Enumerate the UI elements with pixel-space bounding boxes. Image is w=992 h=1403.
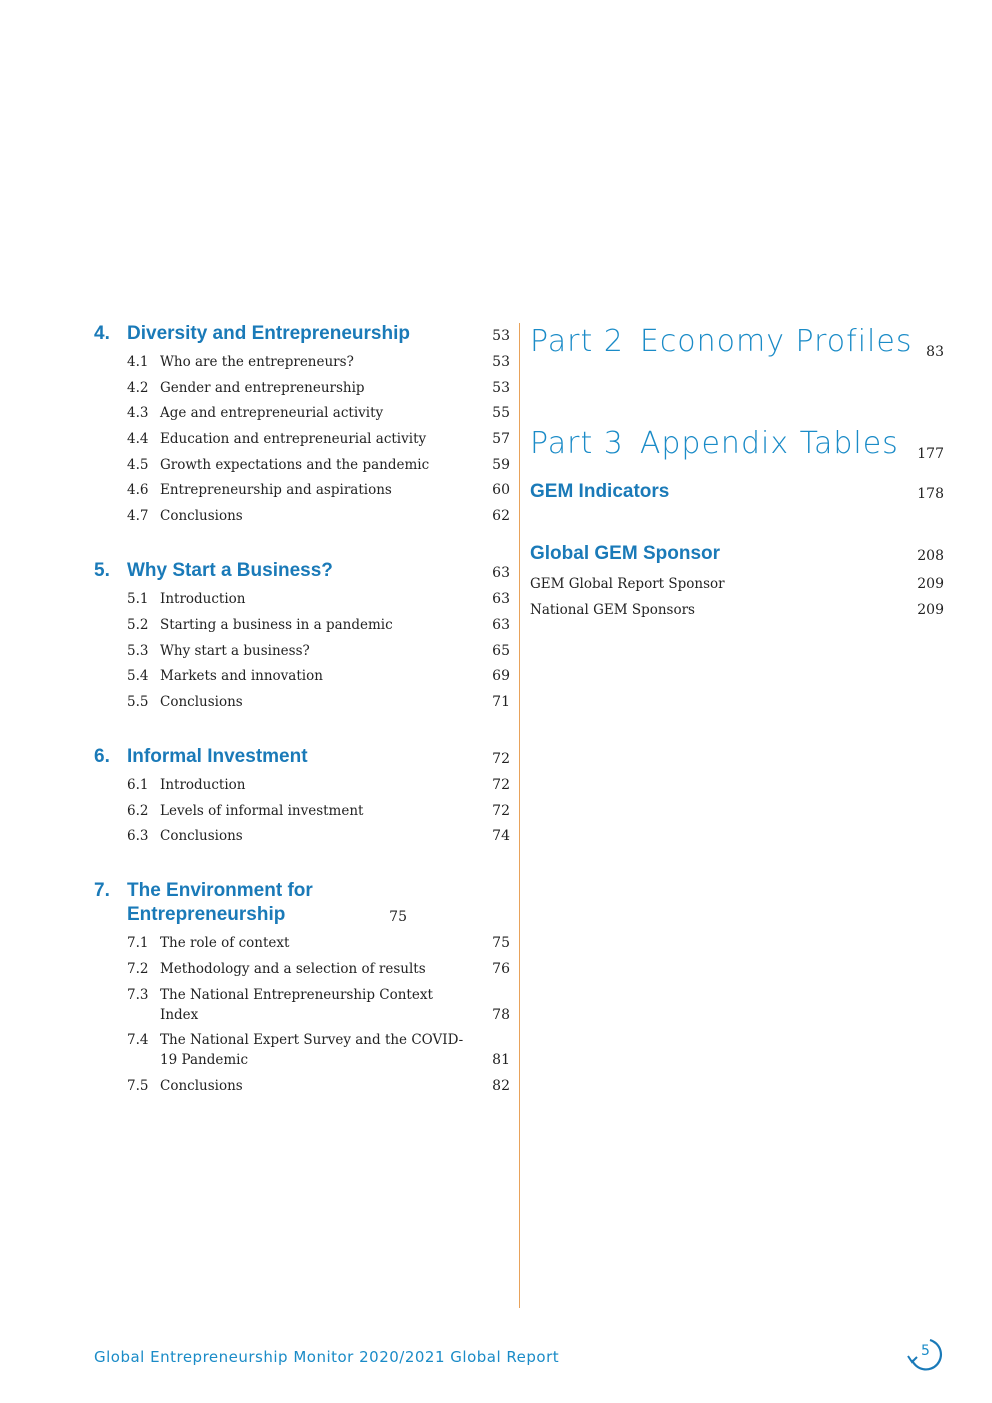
chapter-title: Diversity and Entrepreneurship <box>127 323 410 344</box>
section-title: Methodology and a selection of results <box>160 960 426 977</box>
section-title: Conclusions <box>160 693 243 710</box>
section-number: 4.5 <box>127 456 149 473</box>
chapter-7[interactable] <box>94 879 510 1096</box>
section-title: The role of context <box>160 935 290 952</box>
chapter-6[interactable] <box>94 745 510 846</box>
chapter-title: Informal Investment <box>127 745 308 767</box>
section-title: National GEM Sponsors <box>530 601 695 618</box>
toc-section[interactable] <box>94 826 510 846</box>
chapter-number: 7. <box>94 880 110 902</box>
page-number: 5 <box>921 1343 930 1359</box>
section-page: 62 <box>492 508 510 525</box>
section-title: Starting a business in a pandemic <box>160 616 393 633</box>
chapter-title: Why Start a Business? <box>127 560 333 582</box>
toc-section[interactable] <box>94 985 510 1025</box>
chapter-page: 75 <box>389 909 407 926</box>
toc-section[interactable] <box>94 378 510 398</box>
toc-section[interactable] <box>94 429 510 449</box>
section-title: The National Entrepreneurship Context Index <box>160 986 433 1023</box>
toc-section[interactable] <box>94 352 510 372</box>
section-number: 7.3 <box>127 986 149 1003</box>
section-number: 5.4 <box>127 668 149 685</box>
section-number: 5.5 <box>127 693 149 710</box>
section-title: Entrepreneurship and aspirations <box>160 482 392 499</box>
part-label: Part 3 <box>530 426 624 461</box>
section-title: Conclusions <box>160 508 243 525</box>
section-number: 7.1 <box>127 935 149 952</box>
section-number: 4.7 <box>127 508 149 525</box>
toc-section[interactable] <box>94 589 510 609</box>
section-page: 63 <box>492 616 510 633</box>
section-heading-page: 178 <box>917 486 944 502</box>
section-title: Age and entrepreneurial activity <box>160 405 384 422</box>
part-name: Appendix Tables <box>639 426 899 461</box>
toc-section[interactable] <box>94 775 510 795</box>
section-page: 69 <box>492 668 510 685</box>
chapter-heading[interactable] <box>94 559 510 583</box>
section-page: 81 <box>492 1052 510 1069</box>
part-title <box>530 322 912 362</box>
section-number: 4.6 <box>127 482 149 499</box>
toc-section[interactable] <box>94 1030 510 1070</box>
section-number: 5.1 <box>127 591 149 608</box>
chapter-number: 6. <box>94 745 110 767</box>
section-page: 78 <box>492 1006 510 1023</box>
section-page: 209 <box>917 601 944 618</box>
chapter-number: 5. <box>94 560 110 582</box>
section-number: 7.2 <box>127 960 149 977</box>
toc-section[interactable] <box>94 801 510 821</box>
section-page: 82 <box>492 1078 510 1094</box>
section-page: 55 <box>492 405 510 422</box>
section-page: 63 <box>492 591 510 608</box>
column-divider <box>519 323 520 1308</box>
section-page: 74 <box>492 828 510 845</box>
chapter-page: 72 <box>492 750 510 767</box>
toc-section[interactable] <box>94 506 510 526</box>
section-title: Introduction <box>160 776 246 793</box>
section-heading-page: 208 <box>917 548 944 564</box>
section-title: Conclusions <box>160 828 243 845</box>
section-page: 209 <box>917 576 944 592</box>
section-title: Growth expectations and the pandemic <box>160 456 430 473</box>
section-title: Conclusions <box>160 1078 243 1094</box>
section-number: 5.3 <box>127 642 149 659</box>
chapter-5[interactable] <box>94 559 510 712</box>
section-page: 57 <box>492 431 510 448</box>
chapter-4[interactable] <box>94 322 510 526</box>
chapter-heading[interactable] <box>94 322 510 346</box>
toc-section[interactable] <box>94 692 510 712</box>
part-3-heading[interactable] <box>530 424 944 464</box>
chapter-page: 63 <box>492 565 510 582</box>
section-number: 7.5 <box>127 1078 149 1094</box>
section-number: 6.3 <box>127 828 149 845</box>
section-number: 4.4 <box>127 431 149 448</box>
section-title: Markets and innovation <box>160 668 323 685</box>
section-title: Introduction <box>160 591 246 608</box>
part-title <box>530 424 904 464</box>
chapter-heading[interactable] <box>94 879 510 927</box>
toc-section[interactable] <box>94 666 510 686</box>
section-title: Gender and entrepreneurship <box>160 379 365 396</box>
part-page: 83 <box>926 344 944 360</box>
section-page: 60 <box>492 482 510 499</box>
section-title: The National Expert Survey and the COVID-19 Pandemic <box>160 1032 464 1069</box>
global-sponsor-heading[interactable] <box>530 542 944 566</box>
toc-section[interactable] <box>530 600 944 620</box>
section-page: 72 <box>492 802 510 819</box>
toc-section[interactable] <box>94 933 510 953</box>
section-title: Who are the entrepreneurs? <box>160 354 354 370</box>
page-number-badge <box>906 1336 948 1374</box>
toc-section[interactable] <box>94 1076 510 1096</box>
section-number: 7.4 <box>127 1032 149 1049</box>
section-title: Education and entrepreneurial activity <box>160 431 427 448</box>
toc-right-column <box>530 322 944 620</box>
part-2-heading[interactable] <box>530 322 944 362</box>
toc-section[interactable] <box>94 455 510 475</box>
toc-section[interactable] <box>94 403 510 423</box>
footer-text: Global Entrepreneurship Monitor 2020/2021 Global Report <box>94 1348 560 1366</box>
section-heading-title: GEM Indicators <box>530 481 670 502</box>
chapter-number: 4. <box>94 323 110 344</box>
chapter-title: The Environment for Entrepreneurship <box>127 880 313 926</box>
section-number: 6.1 <box>127 776 149 793</box>
section-page: 75 <box>492 935 510 952</box>
chapter-page: 53 <box>492 328 510 344</box>
toc-section[interactable] <box>94 480 510 500</box>
section-page: 59 <box>492 456 510 473</box>
section-page: 72 <box>492 776 510 793</box>
section-page: 53 <box>492 379 510 396</box>
part-label: Part 2 <box>530 324 624 359</box>
toc-section[interactable] <box>94 641 510 661</box>
section-number: 4.3 <box>127 405 149 422</box>
toc-section[interactable] <box>94 959 510 979</box>
section-page: 53 <box>492 354 510 370</box>
part-name: Economy Profiles <box>639 324 913 359</box>
gem-indicators-heading[interactable] <box>530 480 944 504</box>
section-number: 4.1 <box>127 354 149 370</box>
section-page: 76 <box>492 960 510 977</box>
section-page: 71 <box>492 693 510 710</box>
section-number: 4.2 <box>127 379 149 396</box>
section-title: GEM Global Report Sponsor <box>530 576 725 592</box>
section-title: Why start a business? <box>160 642 310 659</box>
chapter-heading[interactable] <box>94 745 510 769</box>
part-page: 177 <box>917 446 944 462</box>
section-title: Levels of informal investment <box>160 802 364 819</box>
section-number: 6.2 <box>127 802 149 819</box>
toc-section[interactable] <box>530 574 944 594</box>
section-heading-title: Global GEM Sponsor <box>530 543 721 564</box>
section-page: 65 <box>492 642 510 659</box>
toc-section[interactable] <box>94 615 510 635</box>
toc-left-column <box>94 322 510 1096</box>
section-number: 5.2 <box>127 616 149 633</box>
